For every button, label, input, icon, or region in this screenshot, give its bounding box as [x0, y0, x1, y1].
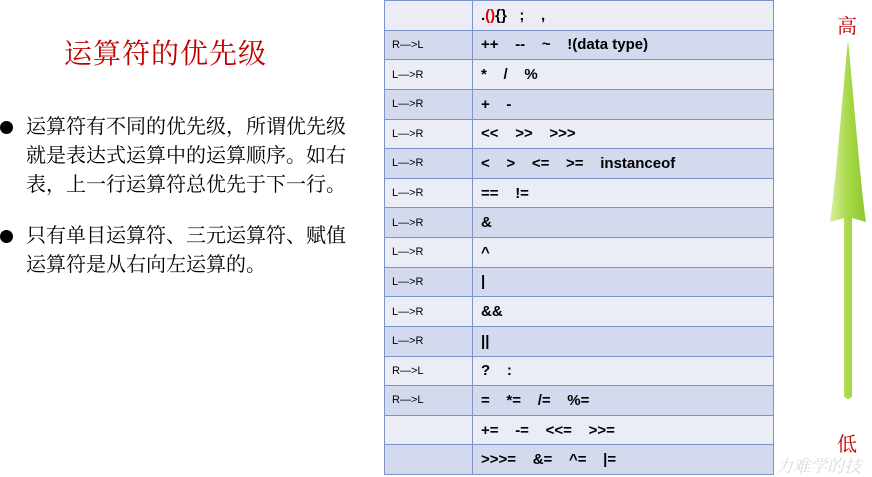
table-row: [385, 148, 773, 178]
table-row: [385, 296, 773, 326]
bullet-text: 只有单目运算符、三元运算符、赋值运算符是从右向左运算的。: [26, 223, 346, 276]
operators-cell: < > <= >= instanceof: [481, 154, 676, 172]
highlighted-operator-text: (): [485, 6, 496, 24]
operators-cell: >>>= &= ^= |=: [481, 451, 617, 469]
operators-cell: * / %: [481, 66, 538, 84]
table-row: [385, 356, 773, 386]
watermark: 力难学的技: [776, 457, 861, 477]
operator-precedence-table: [384, 0, 774, 475]
priority-arrow-icon: [828, 40, 868, 402]
operators-cell: ++ -- ~ !(data type): [481, 36, 649, 54]
bullet-list: [0, 112, 370, 301]
bullet-dot-icon: [0, 230, 13, 243]
operators-cell: ||: [481, 332, 490, 350]
table-row: [385, 237, 773, 267]
bullet-item: [0, 112, 370, 199]
operators-cell: += -= <<= >>=: [481, 421, 615, 439]
operators-cell: ^: [481, 243, 490, 261]
associativity-cell: L—>R: [385, 179, 473, 208]
table-row: [385, 326, 773, 356]
associativity-cell: [385, 445, 473, 474]
associativity-cell: L—>R: [385, 268, 473, 297]
table-row: [385, 207, 773, 237]
associativity-cell: R—>L: [385, 357, 473, 386]
associativity-cell: [385, 416, 473, 445]
arrow-low-label: 低: [837, 432, 857, 456]
associativity-cell: L—>R: [385, 149, 473, 178]
associativity-cell: [385, 1, 473, 30]
operators-cell: [473, 1, 773, 30]
table-row: [385, 30, 773, 60]
associativity-cell: L—>R: [385, 238, 473, 267]
operators-cell: << >> >>>: [481, 125, 576, 143]
operator-text: {} ; ,: [495, 6, 546, 24]
operators-cell: + -: [481, 95, 512, 113]
operators-cell: ? :: [481, 362, 512, 380]
slide-title: 运算符的优先级: [64, 37, 268, 70]
bullet-item: [0, 221, 370, 279]
operators-cell: &&: [481, 303, 503, 321]
table-row: [385, 267, 773, 297]
operators-cell: = *= /= %=: [481, 391, 590, 409]
associativity-cell: L—>R: [385, 120, 473, 149]
table-row: [385, 444, 773, 474]
table-row: [385, 89, 773, 119]
associativity-cell: L—>R: [385, 208, 473, 237]
associativity-cell: R—>L: [385, 31, 473, 60]
operators-cell: == !=: [481, 184, 529, 202]
bullet-dot-icon: [0, 121, 13, 134]
associativity-cell: L—>R: [385, 90, 473, 119]
associativity-cell: L—>R: [385, 327, 473, 356]
table-row: [385, 385, 773, 415]
bullet-text: 运算符有不同的优先级，所谓优先级就是表达式运算中的运算顺序。如右表，上一行运算符总优先于下一行。: [26, 114, 346, 196]
operator-text: .: [481, 6, 486, 24]
table-row: [385, 415, 773, 445]
associativity-cell: R—>L: [385, 386, 473, 415]
table-row: [385, 1, 773, 30]
operators-cell: &: [481, 214, 492, 232]
table-row: [385, 119, 773, 149]
associativity-cell: L—>R: [385, 60, 473, 89]
table-row: [385, 178, 773, 208]
operators-cell: |: [481, 273, 486, 291]
associativity-cell: L—>R: [385, 297, 473, 326]
arrow-high-label: 高: [837, 14, 857, 38]
table-row: [385, 59, 773, 89]
